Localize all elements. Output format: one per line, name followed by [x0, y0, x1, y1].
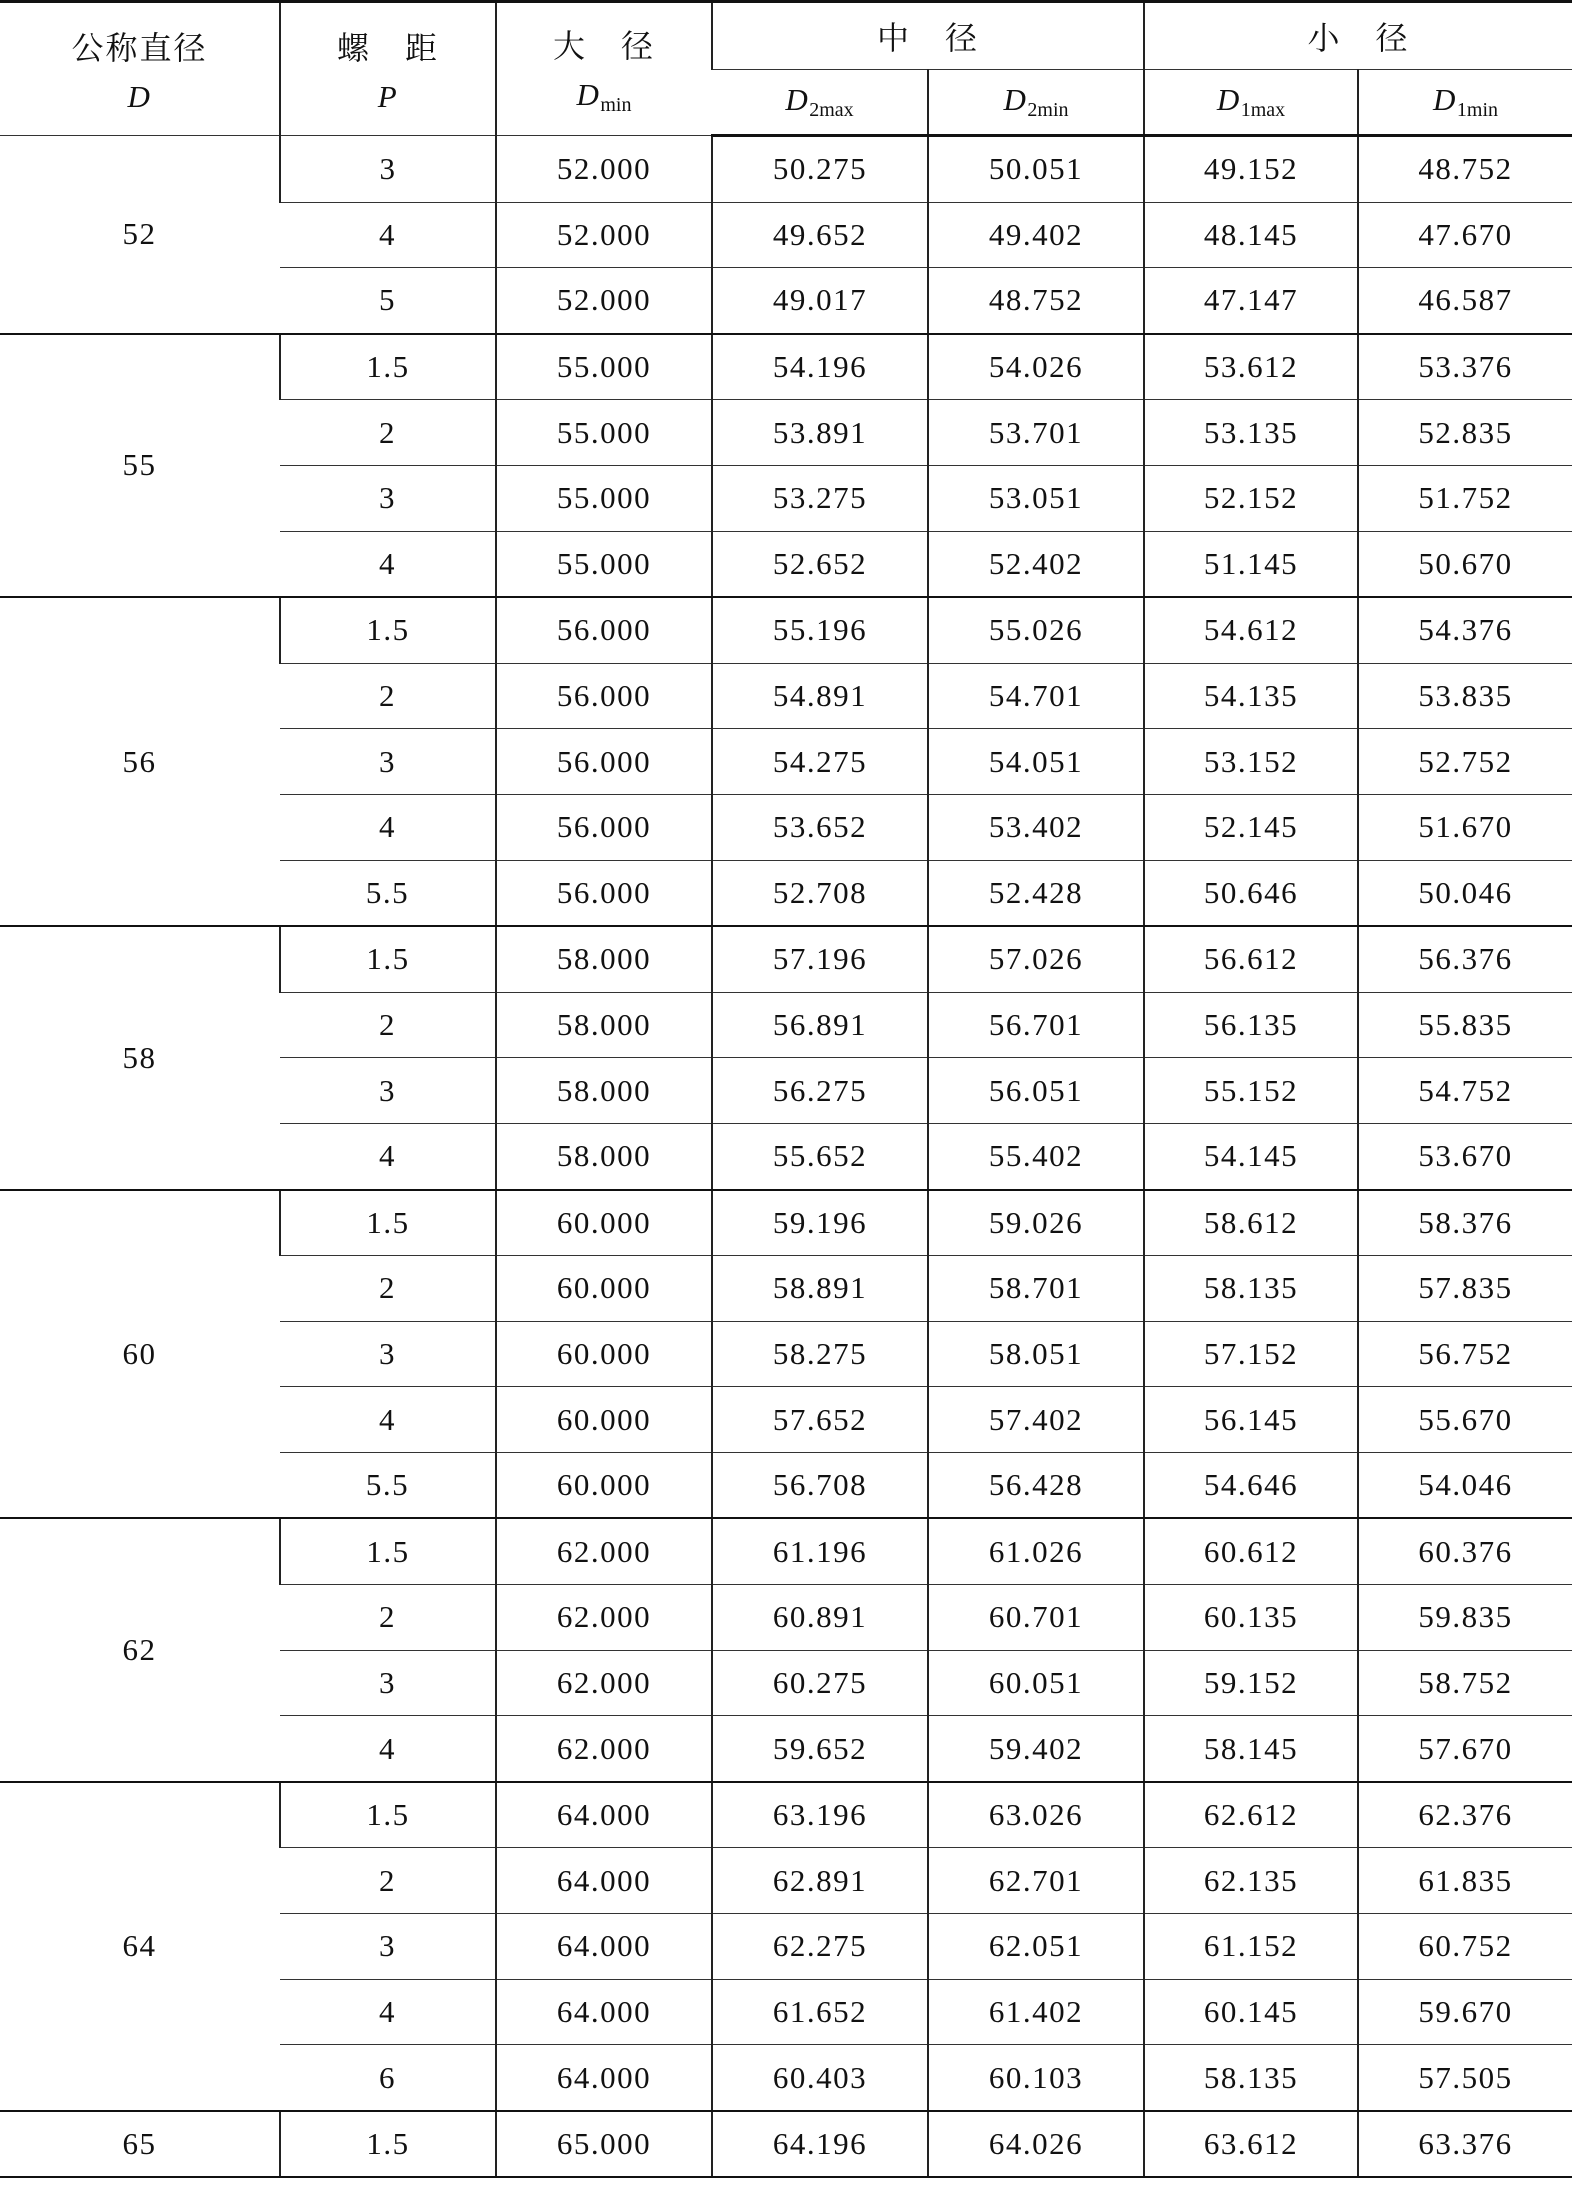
pitch-cell: 2: [280, 400, 496, 466]
pitch-cell: 4: [280, 1716, 496, 1782]
d2max-cell: 55.652: [712, 1123, 928, 1189]
d1max-cell: 58.612: [1144, 1190, 1358, 1256]
d2max-cell: 49.017: [712, 268, 928, 334]
d2max-cell: 58.891: [712, 1256, 928, 1322]
d1min-cell: 56.376: [1358, 926, 1572, 992]
d2max-cell: 57.196: [712, 926, 928, 992]
pitch-cell: 5.5: [280, 1452, 496, 1518]
d1min-cell: 58.752: [1358, 1650, 1572, 1716]
d2min-cell: 57.402: [928, 1387, 1144, 1453]
d2max-cell: 63.196: [712, 1782, 928, 1848]
pitch-cell: 2: [280, 1848, 496, 1914]
major-min-cell: 56.000: [496, 597, 712, 663]
d1min-cell: 54.752: [1358, 1058, 1572, 1124]
d1max-cell: 56.135: [1144, 992, 1358, 1058]
d2max-cell: 64.196: [712, 2111, 928, 2178]
d1min-cell: 57.505: [1358, 2045, 1572, 2111]
header-d1max: $D_{1max}$: [1144, 70, 1358, 136]
pitch-cell: 4: [280, 1123, 496, 1189]
major-min-cell: 52.000: [496, 136, 712, 203]
major-min-cell: 52.000: [496, 268, 712, 334]
nominal-diameter-cell: 56: [0, 597, 280, 926]
d2min-cell: 60.103: [928, 2045, 1144, 2111]
pitch-cell: 1.5: [280, 597, 496, 663]
major-min-cell: 56.000: [496, 729, 712, 795]
pitch-cell: 1.5: [280, 926, 496, 992]
d1min-cell: 59.835: [1358, 1585, 1572, 1651]
pitch-cell: 3: [280, 1058, 496, 1124]
d1max-cell: 47.147: [1144, 268, 1358, 334]
table-body: [0, 136, 1572, 2178]
d2max-cell: 52.652: [712, 531, 928, 597]
d1min-cell: 60.376: [1358, 1518, 1572, 1584]
d1max-cell: 59.152: [1144, 1650, 1358, 1716]
nominal-diameter-cell: 58: [0, 926, 280, 1189]
major-min-cell: 56.000: [496, 794, 712, 860]
d2min-cell: 52.402: [928, 531, 1144, 597]
d1min-cell: 57.670: [1358, 1716, 1572, 1782]
d1min-cell: 62.376: [1358, 1782, 1572, 1848]
d1max-cell: 53.135: [1144, 400, 1358, 466]
table-row: [0, 1518, 1572, 1584]
d1min-cell: 50.670: [1358, 531, 1572, 597]
d2max-cell: 54.275: [712, 729, 928, 795]
d2max-cell: 56.708: [712, 1452, 928, 1518]
d2min-cell: 52.428: [928, 860, 1144, 926]
d1min-cell: 59.670: [1358, 1979, 1572, 2045]
d1min-cell: 61.835: [1358, 1848, 1572, 1914]
major-min-cell: 64.000: [496, 1914, 712, 1980]
major-min-cell: 62.000: [496, 1716, 712, 1782]
d2max-cell: 61.196: [712, 1518, 928, 1584]
d2min-cell: 60.051: [928, 1650, 1144, 1716]
d1min-cell: 53.376: [1358, 334, 1572, 400]
d2max-cell: 62.275: [712, 1914, 928, 1980]
table-row: [0, 1190, 1572, 1256]
pitch-cell: 3: [280, 1321, 496, 1387]
d1min-cell: 60.752: [1358, 1914, 1572, 1980]
table-header: [0, 2, 1572, 136]
major-min-cell: 60.000: [496, 1387, 712, 1453]
d2min-cell: 55.402: [928, 1123, 1144, 1189]
nominal-diameter-cell: 60: [0, 1190, 280, 1519]
d1max-cell: 54.646: [1144, 1452, 1358, 1518]
pitch-cell: 3: [280, 136, 496, 203]
d1max-cell: 50.646: [1144, 860, 1358, 926]
pitch-cell: 5: [280, 268, 496, 334]
table-row: [0, 597, 1572, 663]
d1max-cell: 55.152: [1144, 1058, 1358, 1124]
d2min-cell: 55.026: [928, 597, 1144, 663]
d2max-cell: 56.891: [712, 992, 928, 1058]
major-min-cell: 62.000: [496, 1585, 712, 1651]
major-min-cell: 56.000: [496, 860, 712, 926]
nominal-diameter-cell: 62: [0, 1518, 280, 1781]
d1max-cell: 60.135: [1144, 1585, 1358, 1651]
major-min-cell: 65.000: [496, 2111, 712, 2178]
d1min-cell: 51.670: [1358, 794, 1572, 860]
d1max-cell: 54.135: [1144, 663, 1358, 729]
table-row: [0, 926, 1572, 992]
d2max-cell: 57.652: [712, 1387, 928, 1453]
major-min-cell: 64.000: [496, 1979, 712, 2045]
d2min-cell: 58.051: [928, 1321, 1144, 1387]
major-min-cell: 64.000: [496, 1782, 712, 1848]
d2max-cell: 53.891: [712, 400, 928, 466]
d2min-cell: 61.402: [928, 1979, 1144, 2045]
d1max-cell: 56.145: [1144, 1387, 1358, 1453]
major-min-cell: 64.000: [496, 2045, 712, 2111]
d1min-cell: 56.752: [1358, 1321, 1572, 1387]
d2max-cell: 62.891: [712, 1848, 928, 1914]
d1max-cell: 54.145: [1144, 1123, 1358, 1189]
major-min-cell: 60.000: [496, 1256, 712, 1322]
major-min-cell: 55.000: [496, 531, 712, 597]
pitch-cell: 3: [280, 729, 496, 795]
d2min-cell: 58.701: [928, 1256, 1144, 1322]
d2max-cell: 54.196: [712, 334, 928, 400]
d1min-cell: 47.670: [1358, 202, 1572, 268]
d1max-cell: 53.612: [1144, 334, 1358, 400]
d2min-cell: 56.701: [928, 992, 1144, 1058]
d2max-cell: 52.708: [712, 860, 928, 926]
d2min-cell: 53.051: [928, 465, 1144, 531]
d1min-cell: 55.835: [1358, 992, 1572, 1058]
d1max-cell: 48.145: [1144, 202, 1358, 268]
pitch-cell: 4: [280, 202, 496, 268]
d1min-cell: 58.376: [1358, 1190, 1572, 1256]
major-min-cell: 58.000: [496, 1123, 712, 1189]
d2min-cell: 54.026: [928, 334, 1144, 400]
header-pitch-label: 螺 距: [336, 30, 439, 66]
d1min-cell: 63.376: [1358, 2111, 1572, 2178]
header-nominal-diameter: [0, 2, 280, 136]
major-min-cell: 55.000: [496, 334, 712, 400]
d2max-cell: 59.652: [712, 1716, 928, 1782]
pitch-cell: 1.5: [280, 1518, 496, 1584]
table-row: [0, 136, 1572, 203]
pitch-cell: 6: [280, 2045, 496, 2111]
major-min-cell: 56.000: [496, 663, 712, 729]
d2min-cell: 54.051: [928, 729, 1144, 795]
pitch-cell: 2: [280, 663, 496, 729]
d2max-cell: 60.275: [712, 1650, 928, 1716]
d1max-cell: 51.145: [1144, 531, 1358, 597]
header-nominal-diameter-label: 公称直径: [71, 30, 208, 66]
d2max-cell: 55.196: [712, 597, 928, 663]
major-min-cell: 60.000: [496, 1321, 712, 1387]
d1min-cell: 54.046: [1358, 1452, 1572, 1518]
header-pitch: [280, 2, 496, 136]
d2min-cell: 56.051: [928, 1058, 1144, 1124]
d1max-cell: 52.145: [1144, 794, 1358, 860]
d2max-cell: 58.275: [712, 1321, 928, 1387]
d2min-cell: 48.752: [928, 268, 1144, 334]
header-minor-diameter-group: [1144, 2, 1572, 70]
nominal-diameter-cell: 52: [0, 136, 280, 334]
d2max-cell: 60.891: [712, 1585, 928, 1651]
pitch-cell: 3: [280, 1914, 496, 1980]
d2min-cell: 62.701: [928, 1848, 1144, 1914]
d1min-cell: 52.835: [1358, 400, 1572, 466]
d1max-cell: 62.135: [1144, 1848, 1358, 1914]
pitch-cell: 4: [280, 1979, 496, 2045]
pitch-cell: 1.5: [280, 334, 496, 400]
d2min-cell: 60.701: [928, 1585, 1144, 1651]
d1min-cell: 57.835: [1358, 1256, 1572, 1322]
d2min-cell: 49.402: [928, 202, 1144, 268]
major-min-cell: 58.000: [496, 926, 712, 992]
major-min-cell: 60.000: [496, 1452, 712, 1518]
header-minor-diameter-label: 小 径: [1307, 20, 1410, 56]
header-major-diameter: [496, 2, 712, 136]
d1min-cell: 53.835: [1358, 663, 1572, 729]
d1max-cell: 49.152: [1144, 136, 1358, 203]
pitch-cell: 2: [280, 992, 496, 1058]
nominal-diameter-cell: 55: [0, 334, 280, 597]
header-d2max: $D_{2max}$: [712, 70, 928, 136]
header-d2min: $D_{2min}$: [928, 70, 1144, 136]
d2max-cell: 56.275: [712, 1058, 928, 1124]
nominal-diameter-cell: 65: [0, 2111, 280, 2178]
d2min-cell: 53.701: [928, 400, 1144, 466]
d2min-cell: 62.051: [928, 1914, 1144, 1980]
header-pitch-diameter-group: [712, 2, 1144, 70]
d2min-cell: 59.402: [928, 1716, 1144, 1782]
nominal-diameter-cell: 64: [0, 1782, 280, 2111]
pitch-cell: 5.5: [280, 860, 496, 926]
d1max-cell: 61.152: [1144, 1914, 1358, 1980]
d1min-cell: 54.376: [1358, 597, 1572, 663]
major-min-cell: 62.000: [496, 1650, 712, 1716]
pitch-cell: 2: [280, 1256, 496, 1322]
d2min-cell: 63.026: [928, 1782, 1144, 1848]
header-pitch-diameter-label: 中 径: [877, 20, 980, 56]
d1max-cell: 58.135: [1144, 2045, 1358, 2111]
pitch-cell: 1.5: [280, 1782, 496, 1848]
d1max-cell: 52.152: [1144, 465, 1358, 531]
table-row: [0, 1782, 1572, 1848]
d1max-cell: 60.612: [1144, 1518, 1358, 1584]
d1max-cell: 57.152: [1144, 1321, 1358, 1387]
d2max-cell: 53.275: [712, 465, 928, 531]
pitch-cell: 3: [280, 465, 496, 531]
d2max-cell: 50.275: [712, 136, 928, 203]
header-major-symbol: $D_{min}$: [576, 77, 632, 116]
d2max-cell: 59.196: [712, 1190, 928, 1256]
d2min-cell: 54.701: [928, 663, 1144, 729]
d2max-cell: 54.891: [712, 663, 928, 729]
header-nominal-diameter-symbol: D: [127, 79, 152, 114]
d2max-cell: 53.652: [712, 794, 928, 860]
major-min-cell: 64.000: [496, 1848, 712, 1914]
table-row: [0, 334, 1572, 400]
header-pitch-symbol: P: [377, 79, 399, 114]
pitch-cell: 1.5: [280, 2111, 496, 2178]
d1min-cell: 46.587: [1358, 268, 1572, 334]
header-major-diameter-label: 大 径: [552, 28, 655, 64]
d1min-cell: 51.752: [1358, 465, 1572, 531]
d1min-cell: 50.046: [1358, 860, 1572, 926]
major-min-cell: 62.000: [496, 1518, 712, 1584]
d1min-cell: 48.752: [1358, 136, 1572, 203]
d2min-cell: 61.026: [928, 1518, 1144, 1584]
pitch-cell: 1.5: [280, 1190, 496, 1256]
d1max-cell: 62.612: [1144, 1782, 1358, 1848]
d1min-cell: 55.670: [1358, 1387, 1572, 1453]
major-min-cell: 52.000: [496, 202, 712, 268]
d1max-cell: 58.135: [1144, 1256, 1358, 1322]
d2max-cell: 61.652: [712, 1979, 928, 2045]
d1min-cell: 53.670: [1358, 1123, 1572, 1189]
d1max-cell: 60.145: [1144, 1979, 1358, 2045]
major-min-cell: 55.000: [496, 465, 712, 531]
d2max-cell: 60.403: [712, 2045, 928, 2111]
d1max-cell: 63.612: [1144, 2111, 1358, 2178]
d1max-cell: 58.145: [1144, 1716, 1358, 1782]
d1max-cell: 53.152: [1144, 729, 1358, 795]
d2min-cell: 50.051: [928, 136, 1144, 203]
pitch-cell: 4: [280, 1387, 496, 1453]
pitch-cell: 2: [280, 1585, 496, 1651]
pitch-cell: 4: [280, 794, 496, 860]
table-row: [0, 2111, 1572, 2178]
major-min-cell: 55.000: [496, 400, 712, 466]
d2min-cell: 57.026: [928, 926, 1144, 992]
major-min-cell: 58.000: [496, 1058, 712, 1124]
pitch-cell: 3: [280, 1650, 496, 1716]
d1max-cell: 56.612: [1144, 926, 1358, 992]
d2max-cell: 49.652: [712, 202, 928, 268]
header-d1min: $D_{1min}$: [1358, 70, 1572, 136]
major-min-cell: 58.000: [496, 992, 712, 1058]
d2min-cell: 53.402: [928, 794, 1144, 860]
d2min-cell: 56.428: [928, 1452, 1144, 1518]
d1max-cell: 54.612: [1144, 597, 1358, 663]
major-min-cell: 60.000: [496, 1190, 712, 1256]
d2min-cell: 64.026: [928, 2111, 1144, 2178]
d1min-cell: 52.752: [1358, 729, 1572, 795]
pitch-cell: 4: [280, 531, 496, 597]
d2min-cell: 59.026: [928, 1190, 1144, 1256]
